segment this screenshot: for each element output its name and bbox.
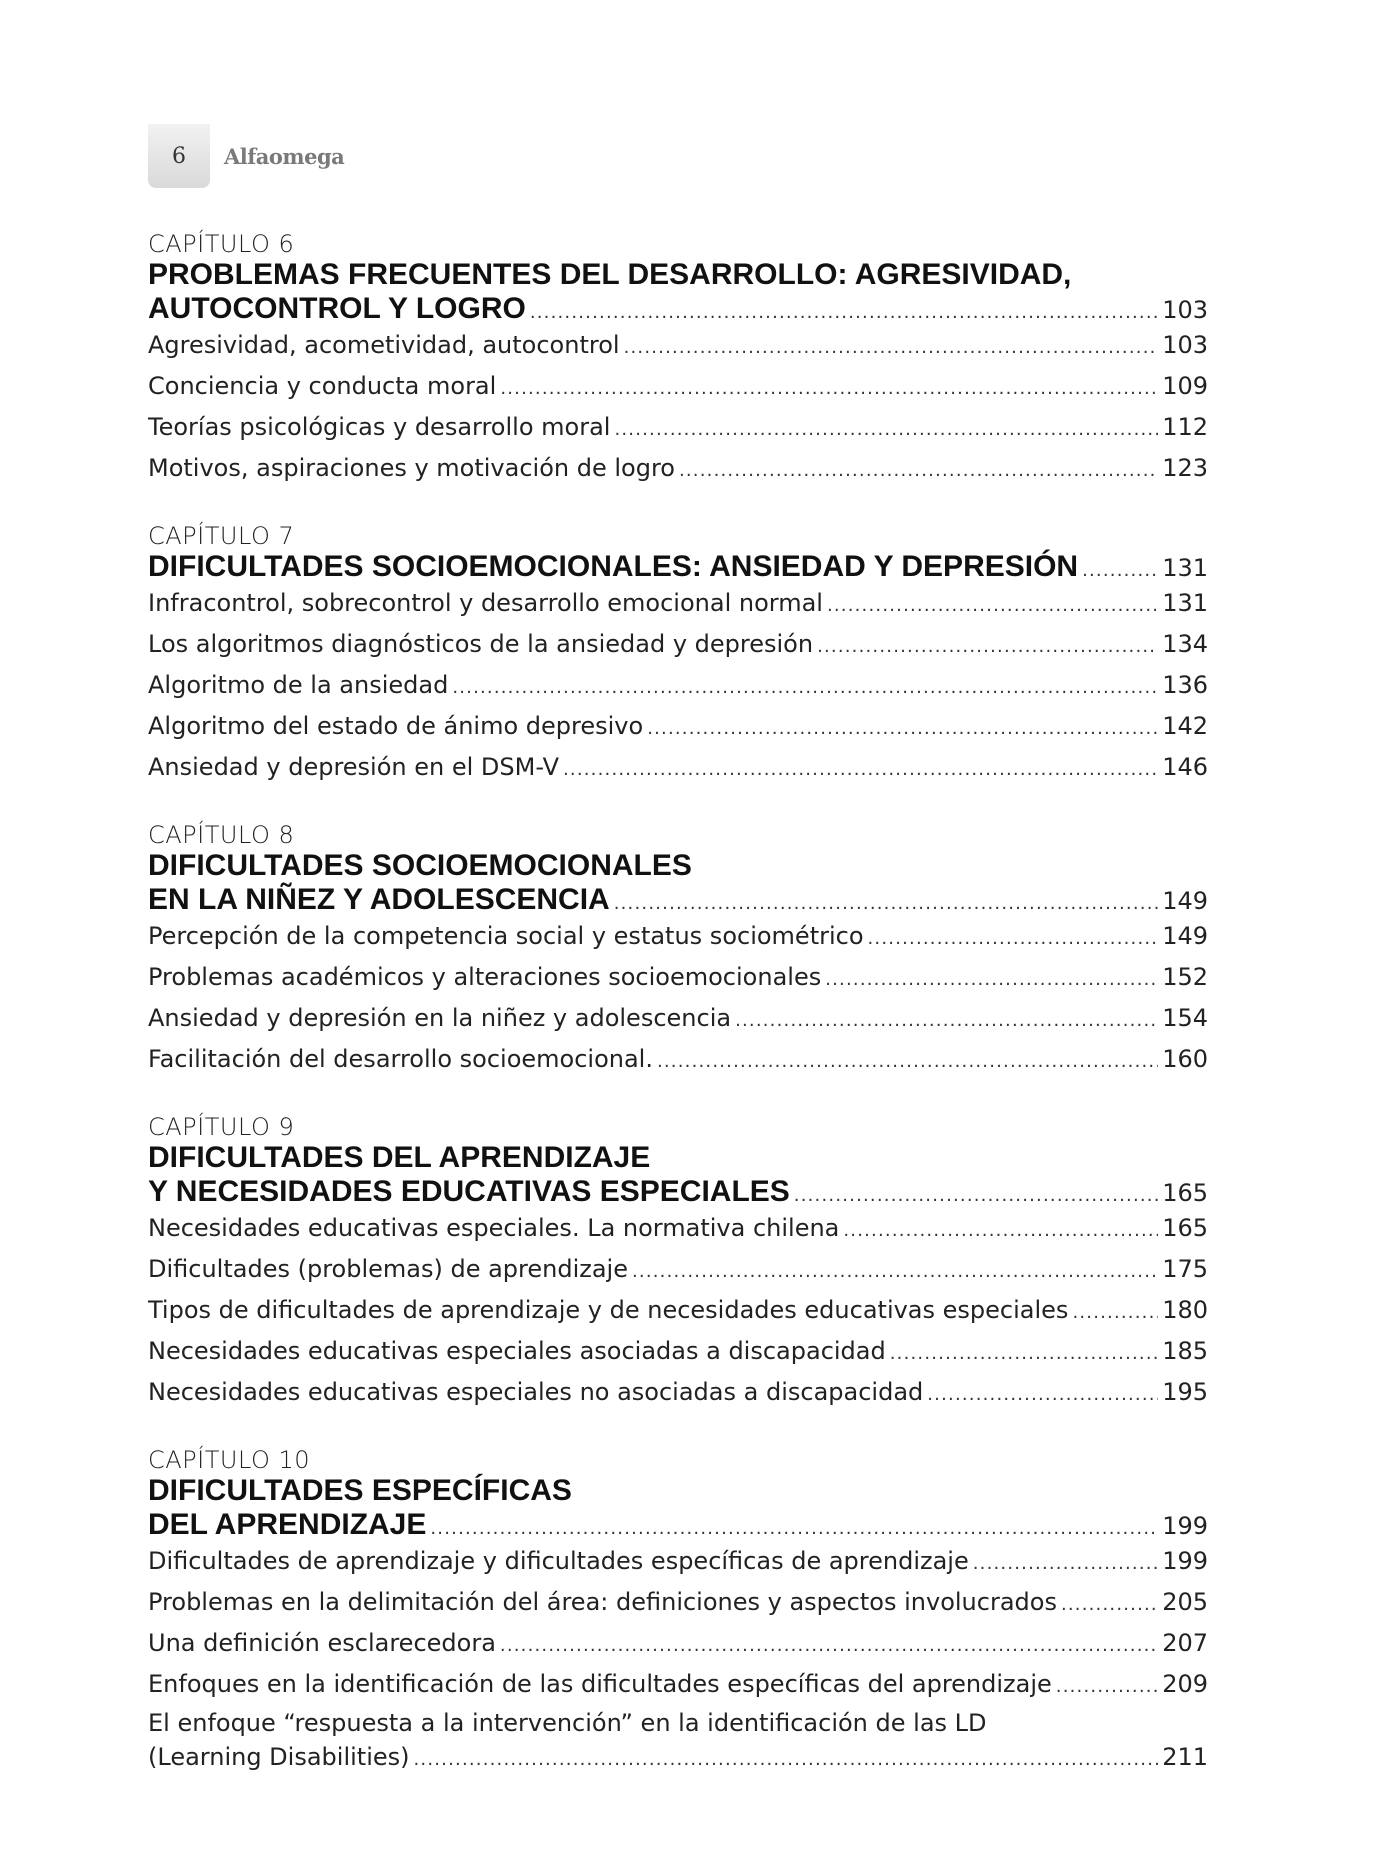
dot-leader	[1061, 1586, 1158, 1624]
page-ref: 146	[1162, 753, 1208, 781]
entry-title: Conciencia y conducta moral	[148, 372, 497, 400]
dot-leader	[679, 452, 1158, 490]
chapter-title-line1: PROBLEMAS FRECUENTES DEL DESARROLLO: AGRESIVIDAD,	[148, 258, 1072, 291]
page-ref: 131	[1162, 589, 1208, 617]
entry-title: Teorías psicológicas y desarrollo moral	[148, 413, 611, 441]
toc-entry[interactable]	[148, 584, 1208, 625]
chapter-10	[148, 1446, 1208, 1777]
toc-entry[interactable]	[148, 1332, 1208, 1373]
toc-entry[interactable]	[148, 958, 1208, 999]
chapter-7	[148, 522, 1208, 789]
dot-leader	[1056, 1668, 1158, 1706]
entry-title: Dificultades (problemas) de aprendizaje	[148, 1255, 628, 1283]
toc-entry[interactable]	[148, 1542, 1208, 1583]
dot-leader	[657, 1043, 1158, 1081]
page-number: 6	[148, 124, 210, 188]
toc-entry[interactable]	[148, 625, 1208, 666]
chapter-title-row[interactable]	[148, 883, 1208, 917]
toc-entry[interactable]	[148, 1040, 1208, 1081]
dot-leader	[500, 370, 1158, 408]
page-ref: 123	[1162, 454, 1208, 482]
dot-leader	[1072, 1294, 1158, 1332]
publisher-name: Alfaomega	[224, 143, 345, 169]
dot-leader	[817, 628, 1158, 666]
table-of-contents	[148, 230, 1208, 1809]
page-ref: 175	[1162, 1255, 1208, 1283]
page-ref: 103	[1162, 296, 1208, 324]
entry-title: Ansiedad y depresión en el DSM-V	[148, 753, 559, 781]
page-ref: 185	[1162, 1337, 1208, 1365]
page-ref: 131	[1162, 554, 1208, 582]
chapter-label: CAPÍTULO 6	[148, 230, 295, 258]
page-ref: 165	[1162, 1179, 1208, 1207]
entry-title: Agresividad, acometividad, autocontrol	[148, 331, 620, 359]
toc-entry[interactable]	[148, 1624, 1208, 1665]
page-ref: 112	[1162, 413, 1208, 441]
dot-leader	[614, 411, 1158, 449]
chapter-8	[148, 821, 1208, 1081]
chapter-label: CAPÍTULO 10	[148, 1446, 311, 1474]
entry-title: Dificultades de aprendizaje y dificultades específicas de aprendizaje	[148, 1547, 969, 1575]
entry-title: Percepción de la competencia social y estatus sociométrico	[148, 922, 864, 950]
entry-title: Problemas académicos y alteraciones socioemocionales	[148, 963, 822, 991]
toc-entry[interactable]	[148, 748, 1208, 789]
chapter-title-line2: Y NECESIDADES EDUCATIVAS ESPECIALES	[148, 1175, 790, 1208]
entry-title: Necesidades educativas especiales asociadas a discapacidad	[148, 1337, 886, 1365]
entry-title: Infracontrol, sobrecontrol y desarrollo emocional normal	[148, 589, 823, 617]
chapter-title-row[interactable]	[148, 1175, 1208, 1209]
toc-entry[interactable]	[148, 449, 1208, 490]
page-ref: 109	[1162, 372, 1208, 400]
entry-title: Enfoques en la identificación de las dificultades específicas del aprendizaje	[148, 1670, 1052, 1698]
chapter-title-line1: DIFICULTADES ESPECÍFICAS	[148, 1474, 572, 1507]
chapter-title-row[interactable]	[148, 292, 1208, 326]
dot-leader	[452, 669, 1158, 707]
entry-title: Facilitación del desarrollo socioemocional.	[148, 1045, 653, 1073]
page-ref: 195	[1162, 1378, 1208, 1406]
entry-title-line2: (Learning Disabilities)	[148, 1743, 410, 1771]
dot-leader	[890, 1335, 1158, 1373]
toc-entry[interactable]	[148, 1209, 1208, 1250]
chapter-6	[148, 230, 1208, 490]
dot-leader	[414, 1743, 1159, 1777]
chapter-title-row[interactable]	[148, 550, 1208, 584]
dot-leader	[735, 1002, 1158, 1040]
page-ref: 149	[1162, 887, 1208, 915]
toc-entry[interactable]	[148, 1250, 1208, 1291]
entry-title: Necesidades educativas especiales. La normativa chilena	[148, 1214, 840, 1242]
entry-title: Motivos, aspiraciones y motivación de logro	[148, 454, 675, 482]
dot-leader	[927, 1376, 1158, 1414]
dot-leader	[530, 302, 1158, 323]
dot-leader	[563, 751, 1158, 789]
dot-leader	[973, 1545, 1158, 1583]
page-ref: 136	[1162, 671, 1208, 699]
dot-leader	[430, 1518, 1158, 1539]
page-ref: 180	[1162, 1296, 1208, 1324]
entry-title-line1: El enfoque “respuesta a la intervención” en la identificación de las LD	[148, 1709, 987, 1737]
dot-leader	[500, 1627, 1158, 1665]
toc-entry[interactable]	[148, 326, 1208, 367]
dot-leader	[827, 587, 1158, 625]
page-ref: 154	[1162, 1004, 1208, 1032]
toc-entry-multiline[interactable]	[148, 1706, 1208, 1777]
dot-leader	[624, 329, 1159, 367]
dot-leader	[843, 1212, 1158, 1250]
chapter-title-line1: DIFICULTADES DEL APRENDIZAJE	[148, 1141, 651, 1174]
dot-leader	[794, 1185, 1158, 1206]
page-ref: 199	[1162, 1512, 1208, 1540]
dot-leader	[632, 1253, 1158, 1291]
dot-leader	[647, 710, 1158, 748]
toc-entry[interactable]	[148, 1583, 1208, 1624]
chapter-title-line2: EN LA NIÑEZ Y ADOLESCENCIA	[148, 883, 610, 916]
dot-leader	[614, 893, 1158, 914]
chapter-title-line2: AUTOCONTROL Y LOGRO	[148, 292, 526, 325]
page-ref: 199	[1162, 1547, 1208, 1575]
entry-title: Problemas en la delimitación del área: definiciones y aspectos involucrados	[148, 1588, 1057, 1616]
toc-entry[interactable]	[148, 408, 1208, 449]
chapter-title-line1: DIFICULTADES SOCIOEMOCIONALES	[148, 849, 692, 882]
toc-entry[interactable]	[148, 367, 1208, 408]
page-ref: 207	[1162, 1629, 1208, 1657]
dot-leader	[1082, 560, 1158, 581]
toc-entry[interactable]	[148, 999, 1208, 1040]
entry-title: Una definición esclarecedora	[148, 1629, 496, 1657]
page-header	[148, 124, 344, 188]
page-ref: 149	[1162, 922, 1208, 950]
entry-title: Algoritmo de la ansiedad	[148, 671, 449, 699]
toc-entry[interactable]	[148, 917, 1208, 958]
toc-entry[interactable]	[148, 1665, 1208, 1706]
toc-entry[interactable]	[148, 1373, 1208, 1414]
chapter-9	[148, 1113, 1208, 1414]
chapter-title: DIFICULTADES SOCIOEMOCIONALES: ANSIEDAD Y DEPRESIÓN	[148, 550, 1079, 583]
page-ref: 134	[1162, 630, 1208, 658]
page-ref: 209	[1162, 1670, 1208, 1698]
entry-title: Ansiedad y depresión en la niñez y adolescencia	[148, 1004, 732, 1032]
chapter-title-row[interactable]	[148, 1508, 1208, 1542]
chapter-label: CAPÍTULO 7	[148, 522, 295, 550]
page-ref: 152	[1162, 963, 1208, 991]
page-ref: 205	[1162, 1588, 1208, 1616]
page-ref: 160	[1162, 1045, 1208, 1073]
chapter-label: CAPÍTULO 8	[148, 821, 295, 849]
toc-entry[interactable]	[148, 707, 1208, 748]
page-ref: 142	[1162, 712, 1208, 740]
chapter-label: CAPÍTULO 9	[148, 1113, 295, 1141]
toc-entry[interactable]	[148, 1291, 1208, 1332]
dot-leader	[825, 961, 1158, 999]
entry-title: Algoritmo del estado de ánimo depresivo	[148, 712, 644, 740]
toc-entry[interactable]	[148, 666, 1208, 707]
page-ref: 103	[1162, 331, 1208, 359]
entry-title: Necesidades educativas especiales no asociadas a discapacidad	[148, 1378, 924, 1406]
entry-title: Tipos de dificultades de aprendizaje y de necesidades educativas especiales	[148, 1296, 1069, 1324]
page-ref: 165	[1162, 1214, 1208, 1242]
entry-title: Los algoritmos diagnósticos de la ansiedad y depresión	[148, 630, 814, 658]
chapter-title-line2: DEL APRENDIZAJE	[148, 1508, 427, 1541]
page-ref: 211	[1162, 1743, 1208, 1771]
dot-leader	[868, 920, 1159, 958]
